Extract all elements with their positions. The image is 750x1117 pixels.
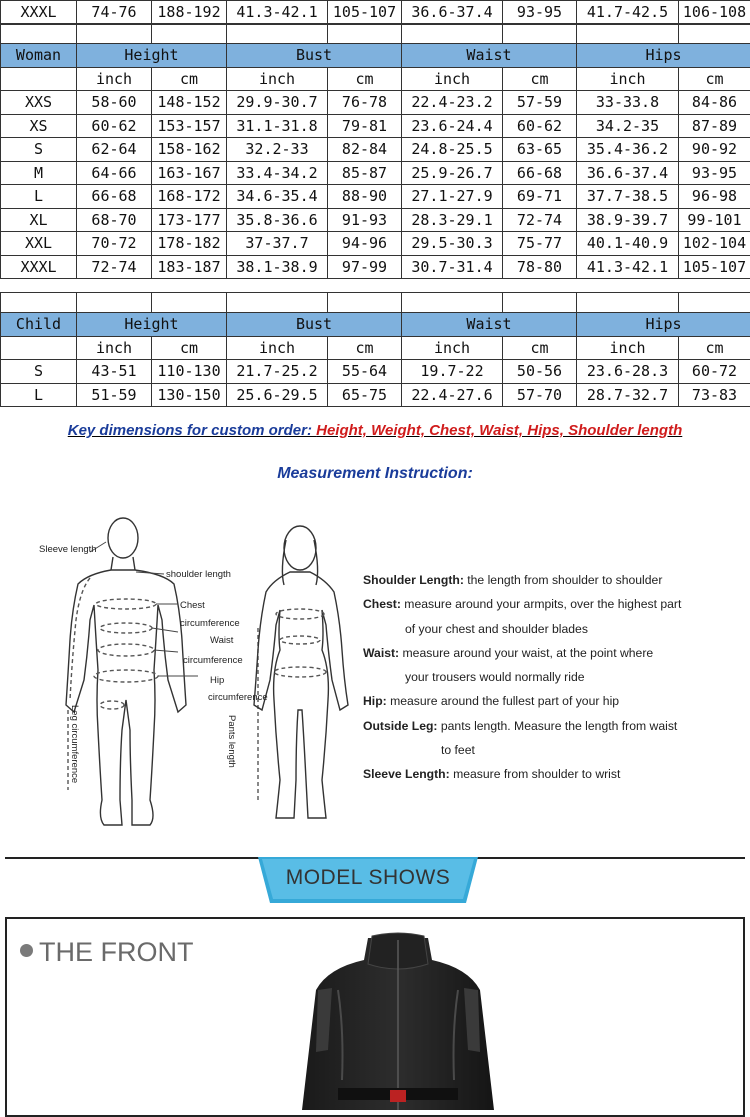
female-head-shape: [284, 526, 316, 570]
table-header-waist: Waist: [402, 313, 577, 337]
measurement-diagram: [28, 500, 363, 845]
table-cell: 74-76: [77, 1, 152, 25]
table-cell: 41.3-42.1: [577, 255, 679, 279]
table-cell: 62-64: [77, 138, 152, 162]
table-header-row: [1, 313, 750, 337]
size-label-cell: XXXL: [1, 255, 77, 279]
bullet-dot-icon: [20, 944, 33, 957]
table-cell: 31.1-31.8: [227, 114, 328, 138]
unit-cell: cm: [679, 336, 750, 360]
label-hip: Hip: [210, 675, 224, 686]
unit-cell: inch: [402, 336, 503, 360]
key-dimensions-items: Height, Weight, Chest, Waist, Hips, Shoulder length: [316, 422, 682, 439]
instruction-line: [363, 762, 743, 786]
table-cell: 30.7-31.4: [402, 255, 503, 279]
table-cell: 57-59: [503, 91, 577, 115]
size-label-cell: L: [1, 185, 77, 209]
unit-cell: inch: [227, 336, 328, 360]
label-leg-circumference: Leg circumference: [69, 705, 80, 783]
table-cell: XXXL: [1, 1, 77, 25]
model-shows-title: MODEL SHOWS: [258, 866, 478, 890]
instruction-term: Outside Leg:: [363, 719, 437, 733]
label-waist: Waist: [210, 635, 234, 646]
table-cell: 106-108: [679, 1, 750, 25]
unit-cell: inch: [227, 67, 328, 91]
table-cell: 28.7-32.7: [577, 383, 679, 407]
table-cell: 158-162: [152, 138, 227, 162]
table-cell: 70-72: [77, 232, 152, 256]
male-body-outline: [66, 570, 186, 825]
label-chest-circumference: circumference: [180, 618, 240, 629]
unit-cell: cm: [328, 336, 402, 360]
instruction-term: Shoulder Length:: [363, 573, 464, 587]
table-cell: 130-150: [152, 383, 227, 407]
key-dimensions-note: [0, 422, 750, 439]
table-cell: 173-177: [152, 208, 227, 232]
size-label-cell: S: [1, 138, 77, 162]
table-header-height: Height: [77, 44, 227, 68]
instruction-line: [363, 641, 743, 665]
instruction-continuation: to feet: [363, 738, 743, 762]
measurement-title: Measurement Instruction:: [0, 465, 750, 483]
table-cell: 168-172: [152, 185, 227, 209]
table-cell: 21.7-25.2: [227, 360, 328, 384]
woman-size-table: [0, 43, 750, 279]
table-cell: 32.2-33: [227, 138, 328, 162]
table-cell: 29.5-30.3: [402, 232, 503, 256]
table-cell: 72-74: [77, 255, 152, 279]
table-header-hips: Hips: [577, 313, 750, 337]
table-spacer: [0, 292, 750, 313]
table-cell: 29.9-30.7: [227, 91, 328, 115]
table-cell: 163-167: [152, 161, 227, 185]
table-cell: 37.7-38.5: [577, 185, 679, 209]
table-cell: 28.3-29.1: [402, 208, 503, 232]
table-cell: 36.6-37.4: [577, 161, 679, 185]
table-cell: 57-70: [503, 383, 577, 407]
table-cell: 102-104: [679, 232, 750, 256]
table-cell: 60-72: [679, 360, 750, 384]
table-cell: 69-71: [503, 185, 577, 209]
size-label-cell: XXL: [1, 232, 77, 256]
table-row: [1, 1, 750, 25]
table-cell: 85-87: [328, 161, 402, 185]
table-header-hips: Hips: [577, 44, 750, 68]
unit-cell: cm: [503, 336, 577, 360]
table-row: [1, 232, 750, 256]
unit-cell: inch: [77, 67, 152, 91]
table-row: [1, 91, 750, 115]
table-cell: 25.6-29.5: [227, 383, 328, 407]
table-cell: 22.4-27.6: [402, 383, 503, 407]
table-cell: 37-37.7: [227, 232, 328, 256]
table-cell: 148-152: [152, 91, 227, 115]
table-cell: 34.6-35.4: [227, 185, 328, 209]
table-cell: 82-84: [328, 138, 402, 162]
table-cell: 153-157: [152, 114, 227, 138]
table-cell: 43-51: [77, 360, 152, 384]
table-cell: 68-70: [77, 208, 152, 232]
size-label-cell: XL: [1, 208, 77, 232]
table-cell: 34.2-35: [577, 114, 679, 138]
table-spacer: [0, 23, 750, 44]
table-row: [1, 360, 750, 384]
table-cell: 94-96: [328, 232, 402, 256]
table-cell: 88-90: [328, 185, 402, 209]
table-cell: 58-60: [77, 91, 152, 115]
size-label-cell: M: [1, 161, 77, 185]
instruction-continuation: your trousers would normally ride: [363, 665, 743, 689]
table-cell: 66-68: [77, 185, 152, 209]
unit-cell: cm: [152, 336, 227, 360]
female-body-outline: [254, 572, 348, 818]
unit-cell: inch: [402, 67, 503, 91]
table-cell: 99-101: [679, 208, 750, 232]
table-cell: 96-98: [679, 185, 750, 209]
unit-cell: cm: [328, 67, 402, 91]
table-cell: 105-107: [328, 1, 402, 25]
table-cell: 35.8-36.6: [227, 208, 328, 232]
instruction-line: [363, 714, 743, 738]
instruction-term: Waist:: [363, 646, 399, 660]
child-size-table: [0, 312, 750, 407]
instruction-text: pants length. Measure the length from waist: [437, 719, 677, 733]
instruction-term: Hip:: [363, 694, 387, 708]
instruction-line: [363, 592, 743, 616]
table-cell: 41.7-42.5: [577, 1, 679, 25]
table-row: [1, 383, 750, 407]
instruction-text: measure from shoulder to wrist: [450, 767, 621, 781]
table-cell: 60-62: [77, 114, 152, 138]
table-cell: 73-83: [679, 383, 750, 407]
instruction-term: Chest:: [363, 597, 401, 611]
table-cell: 22.4-23.2: [402, 91, 503, 115]
table-cell: 97-99: [328, 255, 402, 279]
unit-cell: cm: [503, 67, 577, 91]
front-view-text: THE FRONT: [39, 937, 194, 967]
table-cell: 50-56: [503, 360, 577, 384]
table-cell: 93-95: [679, 161, 750, 185]
table-header-bust: Bust: [227, 44, 402, 68]
instruction-term: Sleeve Length:: [363, 767, 450, 781]
table-cell: 64-66: [77, 161, 152, 185]
table-cell: 63-65: [503, 138, 577, 162]
table-header-label: Woman: [1, 44, 77, 68]
label-shoulder-length: shoulder length: [166, 569, 231, 580]
table-cell: 178-182: [152, 232, 227, 256]
table-row: [1, 185, 750, 209]
instruction-text: measure around the fullest part of your hip: [387, 694, 619, 708]
table-cell: 72-74: [503, 208, 577, 232]
table-cell: 75-77: [503, 232, 577, 256]
unit-cell: cm: [679, 67, 750, 91]
size-label-cell: S: [1, 360, 77, 384]
table-cell: 23.6-28.3: [577, 360, 679, 384]
table-cell: 91-93: [328, 208, 402, 232]
table-cell: 41.3-42.1: [227, 1, 328, 25]
table-cell: 24.8-25.5: [402, 138, 503, 162]
measurement-instructions: [363, 568, 743, 787]
table-cell: 38.9-39.7: [577, 208, 679, 232]
table-cell: 78-80: [503, 255, 577, 279]
model-costume-photo: [298, 930, 498, 1110]
table-cell: 33-33.8: [577, 91, 679, 115]
table-cell: 93-95: [503, 1, 577, 25]
table-header-waist: Waist: [402, 44, 577, 68]
table-cell: 40.1-40.9: [577, 232, 679, 256]
male-head-shape: [108, 518, 138, 558]
table-cell: 110-130: [152, 360, 227, 384]
table-header-row: [1, 44, 750, 68]
table-units-row: [1, 67, 750, 91]
table-cell: 105-107: [679, 255, 750, 279]
table-cell: 55-64: [328, 360, 402, 384]
table-header-height: Height: [77, 313, 227, 337]
table-cell: 60-62: [503, 114, 577, 138]
unit-cell: inch: [77, 336, 152, 360]
label-pants-length: Pants length: [226, 715, 237, 768]
instruction-continuation: of your chest and shoulder blades: [363, 617, 743, 641]
table-row: [1, 255, 750, 279]
table-header-label: Child: [1, 313, 77, 337]
instruction-text: measure around your waist, at the point where: [399, 646, 653, 660]
table-cell: 36.6-37.4: [402, 1, 503, 25]
table-cell: 183-187: [152, 255, 227, 279]
table-row: [1, 138, 750, 162]
table-cell: 84-86: [679, 91, 750, 115]
table-cell: 27.1-27.9: [402, 185, 503, 209]
table-row: [1, 114, 750, 138]
key-dimensions-prefix: Key dimensions for custom order:: [68, 422, 316, 439]
size-label-cell: XXS: [1, 91, 77, 115]
table-cell: 76-78: [328, 91, 402, 115]
table-cell: 38.1-38.9: [227, 255, 328, 279]
unit-cell: inch: [577, 67, 679, 91]
size-label-cell: L: [1, 383, 77, 407]
unit-cell: cm: [152, 67, 227, 91]
label-chest: Chest: [180, 600, 205, 611]
front-view-label: [20, 937, 194, 968]
label-sleeve-length: Sleeve length: [39, 544, 97, 555]
table-cell: 79-81: [328, 114, 402, 138]
label-waist-circumference: circumference: [183, 655, 243, 666]
instruction-text: the length from shoulder to shoulder: [464, 573, 663, 587]
table-row: [1, 161, 750, 185]
label-hip-circumference: circumference: [208, 692, 268, 703]
instruction-line: [363, 568, 743, 592]
table-cell: 25.9-26.7: [402, 161, 503, 185]
table-header-bust: Bust: [227, 313, 402, 337]
table-cell: 65-75: [328, 383, 402, 407]
table-row: [1, 208, 750, 232]
size-label-cell: XS: [1, 114, 77, 138]
table-cell: 23.6-24.4: [402, 114, 503, 138]
table-cell: 19.7-22: [402, 360, 503, 384]
instruction-line: [363, 689, 743, 713]
table-cell: 188-192: [152, 1, 227, 25]
instruction-text: measure around your armpits, over the highest part: [401, 597, 681, 611]
unit-cell: inch: [577, 336, 679, 360]
table-cell: 35.4-36.2: [577, 138, 679, 162]
table-units-row: [1, 336, 750, 360]
table-cell: 87-89: [679, 114, 750, 138]
table-cell: 51-59: [77, 383, 152, 407]
size-table-top: [0, 0, 750, 25]
table-cell: 33.4-34.2: [227, 161, 328, 185]
table-cell: 90-92: [679, 138, 750, 162]
table-cell: 66-68: [503, 161, 577, 185]
